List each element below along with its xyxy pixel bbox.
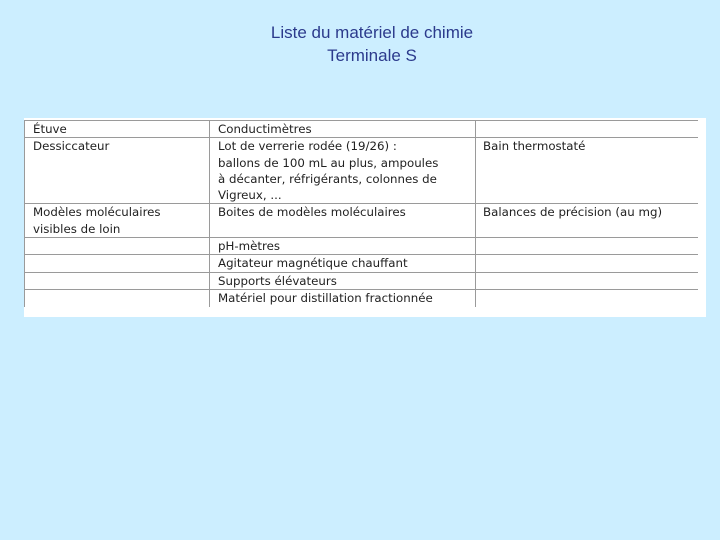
table-cell: Conductimètres (210, 121, 476, 138)
table-cell (476, 238, 699, 255)
table-cell: Bain thermostaté (476, 138, 699, 204)
table-row (25, 289, 699, 307)
table-cell: Supports élévateurs (210, 272, 476, 289)
title-line-1: Liste du matériel de chimie (270, 23, 474, 42)
table-row (25, 204, 699, 238)
table-cell: pH-mètres (210, 238, 476, 255)
table-cell (476, 121, 699, 138)
table-image-margin (698, 118, 706, 317)
table-row (25, 238, 699, 255)
table-cell (25, 238, 210, 255)
equipment-table (24, 120, 699, 307)
table-cell: Dessiccateur (25, 138, 210, 204)
table-row (25, 272, 699, 289)
table-cell (476, 272, 699, 289)
table-cell (25, 272, 210, 289)
table-cell: Matériel pour distillation fractionnée (210, 289, 476, 307)
table-cell (25, 289, 210, 307)
equipment-table-image (24, 118, 706, 317)
table-cell: Modèles moléculaires visibles de loin (25, 204, 210, 238)
table-cell (476, 289, 699, 307)
table-cell (476, 255, 699, 272)
table-cell (25, 255, 210, 272)
table-cell: Boites de modèles moléculaires (210, 204, 476, 238)
table-row (25, 255, 699, 272)
table-cell: Étuve (25, 121, 210, 138)
table-cell: Agitateur magnétique chauffant (210, 255, 476, 272)
table-row (25, 121, 699, 138)
table-row (25, 138, 699, 204)
table-cell: Balances de précision (au mg) (476, 204, 699, 238)
slide-title (0, 21, 720, 67)
title-line-2: Terminale S (327, 46, 417, 65)
table-cell: Lot de verrerie rodée (19/26) : ballons de 100 mL au plus, ampoules à décanter, réfrigérants, colonnes de Vigreux, ... (210, 138, 476, 204)
